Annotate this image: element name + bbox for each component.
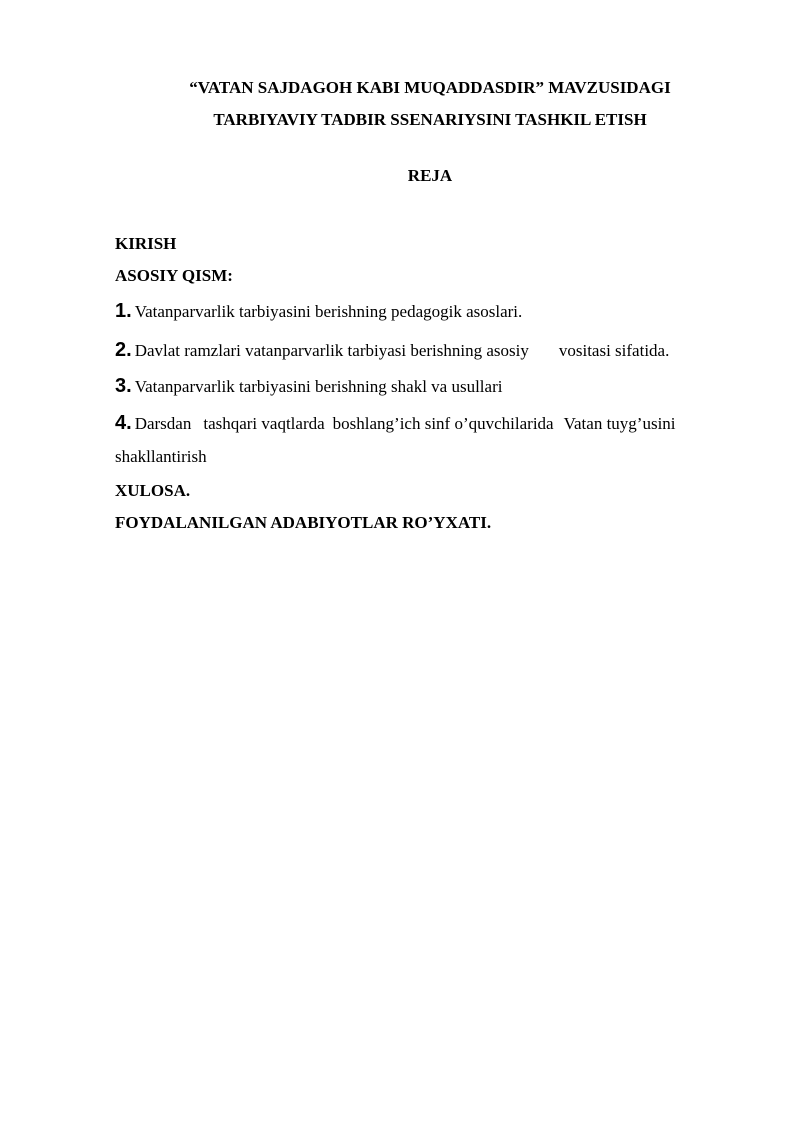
plan-item-text-part-2: tashqari vaqtlarda xyxy=(203,414,325,433)
plan-item-text-part-4: Vatan tuyg’usini xyxy=(563,414,676,433)
conclusion-heading: XULOSA. xyxy=(115,481,191,500)
plan-item-number: 2. xyxy=(115,339,132,361)
plan-item-text: Vatanparvarlik tarbiyasini berishning pedagogik asoslari. xyxy=(134,302,523,321)
plan-item-4 xyxy=(115,413,676,434)
plan-heading: REJA xyxy=(407,166,453,185)
plan-item-4-continuation: shakllantirish xyxy=(115,447,207,466)
plan-item-1 xyxy=(115,301,522,322)
plan-item-text-continued: vositasi sifatida. xyxy=(558,341,670,360)
document-title-line-1: “VATAN SAJDAGOH KABI MUQADDASDIR” MAVZUSIDAGI xyxy=(189,78,671,97)
plan-item-number: 4. xyxy=(115,412,132,434)
plan-item-3 xyxy=(115,376,502,397)
plan-item-text: Davlat ramzlari vatanparvarlik tarbiyasi berishning asosiy xyxy=(134,341,529,360)
plan-item-number: 3. xyxy=(115,375,132,397)
plan-item-text-part-3: boshlang’ich sinf o’quvchilarida xyxy=(332,414,554,433)
plan-item-text-part-1: Darsdan xyxy=(134,414,192,433)
intro-heading: KIRISH xyxy=(115,234,177,253)
plan-item-number: 1. xyxy=(115,300,132,322)
plan-item-text: Vatanparvarlik tarbiyasini berishning shakl va usullari xyxy=(134,377,503,396)
references-heading: FOYDALANILGAN ADABIYOTLAR RO’YXATI. xyxy=(115,513,492,532)
document-title-line-2: TARBIYAVIY TADBIR SSENARIYSINI TASHKIL ETISH xyxy=(213,110,647,129)
plan-item-2 xyxy=(115,340,669,361)
main-part-heading: ASOSIY QISM: xyxy=(115,266,233,285)
